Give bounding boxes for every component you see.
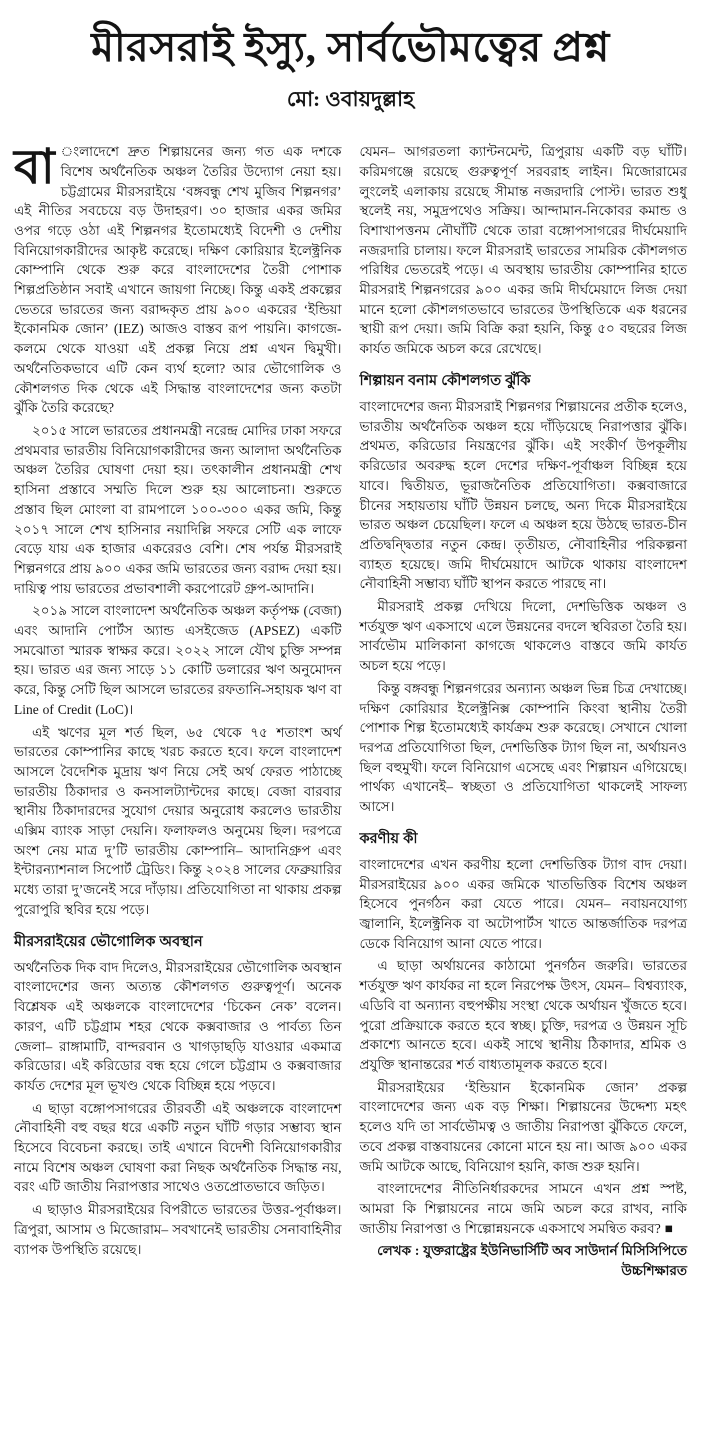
- paragraph-2015-announcement: ২০১৫ সালে ভারতের প্রধানমন্ত্রী নরেন্দ্র মোদির ঢাকা সফরে প্রথমবার ভারতীয় বিনিয়োগকারীদের জন্য আলাদা অর্থনৈতিক অঞ্চল তৈরির ঘোষণা দেয়া হয়। তৎকালীন প্রধানমন্ত্রী শেখ হাসিনা প্রস্তাবে সম্মতি দিলে শুরু হয় আলোচনা। শুরুতে প্রস্তাব ছিল মোংলা বা রামপালে ১০০-৩০০ একর জমি, কিন্তু ২০১৭ সালে শেখ হাসিনার নয়াদিল্লি সফরে সেটি এক লাফে বেড়ে যায় এক হাজার একরেরও বেশি। শেষ পর্যন্ত মীরসরাই শিল্পনগরে প্রায় ৯০০ একর জমি ভারতের জন্য বরাদ্দ দেয়া হয়। দায়িত্ব পায় ভারতের প্রভাবশালী করপোরেট গ্রুপ-আদানি।: [14, 422, 342, 596]
- lead-paragraph: [14, 142, 342, 418]
- byline: মো: ওবায়দুল্লাহ: [286, 87, 415, 112]
- paragraph-final-question: বাংলাদেশের নীতিনির্ধারকদের সামনে এখন প্রশ্ন স্পষ্ট, আমরা কি শিল্পায়নের নামে জমি অচল করে রাখব, নাকি জাতীয় নিরাপত্তা ও শিল্পোন্নয়নকে একসাথে সমন্বিত করব? ■: [359, 1181, 687, 1236]
- subheading-geographic-position: মীরসরাইয়ের ভৌগোলিক অবস্থান: [14, 933, 203, 950]
- page-title: মীরসরাই ইস্যু, সার্বভৌমত্বের প্রশ্ন: [91, 24, 610, 70]
- right-column: [360, 142, 688, 1284]
- paragraph-navy-base: এ ছাড়া বঙ্গোপসাগরের তীরবর্তী এই অঞ্চলকে বাংলাদেশ নৌবাহিনী বহু বছর ধরে একটি নতুন ঘাঁটি গড়ার সম্ভাব্য স্থান হিসেবে বিবেচনা করছে। তাই এখানে বিদেশী বিনিয়োগকারীর নামে বিশেষ অঞ্চল ঘোষণা করা নিছক অর্থনৈতিক সিদ্ধান্ত নয়, বরং এটি জাতীয় নিরাপত্তার সাথেও ওতপ্রোতভাবে জড়িত।: [14, 1100, 342, 1195]
- paragraph-military-presence: যেমন– আগরতলা ক্যান্টনমেন্ট, ত্রিপুরায় একটি বড় ঘাঁটি। করিমগঞ্জে রয়েছে গুরুত্বপূর্ণ সরবরাহ লাইন। মিজোরামের লুংলেই এলাকায় রয়েছে সীমান্ত নজরদারি পোস্ট। ভারত শুধু স্থলেই নয়, সমুদ্রপথেও সক্রিয়। আন্দামান-নিকোবর কমান্ড ও বিশাখাপত্তনম নৌঘাঁটি থেকে তারা বঙ্গোপসাগরের দীর্ঘমেয়াদি নজরদারি চালায়। ফলে মীরসরাই ভারতের সামরিক কৌশলগত পরিধির ভেতরেই পড়ে। এ অবস্থায় ভারতীয় কোম্পানির হাতে মীরসরাই শিল্পনগরের ৯০০ একর জমি দীর্ঘমেয়াদে লিজ দেয়া মানে হলো কৌশলগতভাবে ভারতের উপস্থিতিকে এক ধরনের স্থায়ী রূপ দেয়া। জমি বিক্রি করা হয়নি, কিন্তু ৫০ বছরের লিজ কার্যত জমিকে অচল করে রেখেছে।: [359, 144, 687, 357]
- paragraph-chicken-neck: অর্থনৈতিক দিক বাদ দিলেও, মীরসরাইয়ের ভৌগোলিক অবস্থান বাংলাদেশের জন্য অত্যন্ত কৌশলগত গুরুত্বপূর্ণ। অনেক বিশ্লেষক এই অঞ্চলকে বাংলাদেশের ‘চিকেন নেক’ বলেন। কারণ, এটি চট্টগ্রাম শহর থেকে কক্সবাজার ও পার্বত্য তিন জেলা– রাঙ্গামাটি, বান্দরবান ও খাগড়াছড়ি যাওয়ার একমাত্র করিডোর। এই করিডোর বন্ধ হয়ে গেলে চট্টগ্রাম ও কক্সবাজার কার্যত দেশের মূল ভূখণ্ড থেকে বিচ্ছিন্ন হয়ে পড়বে।: [14, 959, 342, 1093]
- subheading-what-to-do: করণীয় কী: [359, 830, 418, 847]
- paragraph-remove-country-tag: বাংলাদেশের এখন করণীয় হলো দেশভিত্তিক ট্যাগ বাদ দেয়া। মীরসরাইয়ের ৯০০ একর জমিকে খাতভিত্তিক বিশেষ অঞ্চল হিসেবে পুনর্গঠন করা যেতে পারে। যেমন– নবায়নযোগ্য জ্বালানি, ইলেক্ট্রনিক বা অটোপার্টস খাতে আন্তর্জাতিক দরপত্র ডেকে বিনিয়োগ আনা যেতে পারে।: [359, 856, 687, 951]
- paragraph-financing-restructure: এ ছাড়া অর্থায়নের কাঠামো পুনর্গঠন জরুরি। ভারতের শর্তযুক্ত ঋণ কার্যকর না হলে নিরপেক্ষ উৎস, যেমন– বিশ্বব্যাংক, এডিবি বা অন্যান্য বহুপক্ষীয় সংস্থা থেকে অর্থায়ন খুঁজতে হবে। পুরো প্রক্রিয়াকে করতে হবে স্বচ্ছ। চুক্তি, দরপত্র ও উন্নয়ন সূচি প্রকাশ্যে আনতে হবে। একই সাথে স্থানীয় ঠিকাদার, শ্রমিক ও প্রযুক্তি স্থানান্তরের শর্ত বাধ্যতামূলক করতে হবে।: [359, 958, 687, 1072]
- paragraph-other-zones: কিন্তু বঙ্গবন্ধু শিল্পনগরের অন্যান্য অঞ্চল ভিন্ন চিত্র দেখাচ্ছে। দক্ষিণ কোরিয়ার ইলেক্ট্রনিক্স কোম্পানি কিংবা স্থানীয় তৈরী পোশাক শিল্প ইতোমধ্যেই কার্যক্রম শুরু করেছে। সেখানে খোলা দরপত্র প্রতিযোগিতা ছিল, দেশভিত্তিক ট্যাগ ছিল না, অর্থায়নও ছিল বহুমুখী। ফলে বিনিয়োগ এসেছে এবং শিল্পায়ন এগিয়েছে। পার্থক্য এখানেই– স্বচ্ছতা ও প্রতিযোগিতা থাকলেই সাফল্য আসে।: [359, 680, 687, 815]
- author-credit: লেখক : যুক্তরাষ্ট্রের ইউনিভার্সিটি অব সাউদার্ন মিসিসিপিতে উচ্চশিক্ষারত: [377, 1243, 687, 1279]
- article-columns: [14, 142, 687, 1284]
- paragraph-loan-terms: এই ঋণের মূল শর্ত ছিল, ৬৫ থেকে ৭৫ শতাংশ অর্থ ভারতের কোম্পানির কাছে খরচ করতে হবে। ফলে বাংলাদেশ আসলে বৈদেশিক মুদ্রায় ঋণ নিয়ে সেই অর্থ ফেরত পাঠাচ্ছে ভারতীয় ঠিকাদার ও কনসালট্যান্টদের কাছে। বেজা বারবার স্থানীয় ঠিকাদারদের সুযোগ দেয়ার অনুরোধ করলেও ভারতীয় এক্সিম ব্যাংক সাড়া দেয়নি। ফলাফলও অনুমেয় ছিল। দরপত্রে অংশ নেয় মাত্র দু’টি ভারতীয় কোম্পানি– আদানিগ্রুপ এবং ইন্টারন্যাশনাল সিপোর্ট ট্রেডিং। কিন্তু ২০২৪ সালের ফেব্রুয়ারির মধ্যে তারা দু’জনেই সরে দাঁড়ায়। প্রতিযোগিতা না থাকায় প্রকল্প পুরোপুরি স্থবির হয়ে পড়ে।: [14, 724, 342, 917]
- paragraph-three-risks: বাংলাদেশের জন্য মীরসরাই শিল্পনগর শিল্পায়নের প্রতীক হলেও, ভারতীয় অর্থনৈতিক অঞ্চল হয়ে দাঁড়িয়েছে নিরাপত্তার ঝুঁকি। প্রথমত, করিডোর নিয়ন্ত্রণের ঝুঁকি। এই সংকীর্ণ উপকূলীয় করিডোর অবরুদ্ধ হলে দেশের দক্ষিণ-পূর্বাঞ্চল বিচ্ছিন্ন হয়ে যাবে। দ্বিতীয়ত, ভূরাজনৈতিক প্রতিযোগিতা। কক্সবাজারে চীনের সহায়তায় ঘাঁটি উন্নয়ন চলছে, অন্য দিকে মীরসরাইয়ে ভারত অঞ্চল চেয়েছিল। ফলে এ অঞ্চল হয়ে উঠছে ভারত-চীন প্রতিদ্বন্দ্বিতার নতুন কেন্দ্র। তৃতীয়ত, নৌবাহিনীর পরিকল্পনা ব্যাহত হয়েছে। জমি দীর্ঘমেয়াদে আটকে থাকায় বাংলাদেশ নৌবাহিনী সম্ভাব্য ঘাঁটি স্থাপন করতে পারছে না।: [359, 399, 687, 592]
- paragraph-project-lesson: মীরসরাই প্রকল্প দেখিয়ে দিলো, দেশভিত্তিক অঞ্চল ও শর্তযুক্ত ঋণ একসাথে এলে উন্নয়নের বদলে স্থবিরতা তৈরি হয়। সার্বভৌম মালিকানা কাগজে থাকলেও বাস্তবে জমি কার্যত অচল হয়ে পড়ে।: [359, 599, 688, 674]
- subheading-industrialization-vs-risk: শিল্পায়ন বনাম কৌশলগত ঝুঁকি: [359, 372, 531, 389]
- lead-paragraph-text: ংলাদেশে দ্রুত শিল্পায়নের জন্য গত এক দশকে বিশেষ অর্থনৈতিক অঞ্চল তৈরির উদ্যোগ নেয়া হয়। চট্টগ্রামের মীরসরাইয়ে ‘বঙ্গবন্ধু শেখ মুজিব শিল্পনগর’ এই নীতির সবচেয়ে বড় উদাহরণ। ৩০ হাজার একর জমির ওপর গড়ে ওঠা এই শিল্পনগর ইতোমধ্যেই বিদেশী ও দেশীয় বিনিয়োগকারীদের আকৃষ্ট করেছে। দক্ষিণ কোরিয়ার ইলেক্ট্রনিক কোম্পানি থেকে শুরু করে বাংলাদেশের তৈরী পোশাক শিল্পপ্রতিষ্ঠান সবাই এখানে জায়গা নিচ্ছে। কিন্তু একই প্রকল্পের ভেতরে ভারতের জন্য বরাদ্দকৃত প্রায় ৯০০ একরের ‘ইন্ডিয়া ইকোনমিক জোন’ (IEZ) আজও বাস্তব রূপ পায়নি। কাগজে-কলমে থেকে যাওয়া এই প্রকল্প নিয়ে প্রশ্ন এখন দ্বিমুখী। অর্থনৈতিকভাবে এটি কেন ব্যর্থ হলো? আর ভৌগোলিক ও কৌশলগত দিক থেকে এই সিদ্ধান্ত বাংলাদেশের জন্য কতটা ঝুঁকি তৈরি করেছে?: [14, 144, 342, 416]
- paragraph-big-lesson: মীরসরাইয়ের ‘ইন্ডিয়ান ইকোনমিক জোন’ প্রকল্প বাংলাদেশের জন্য এক বড় শিক্ষা। শিল্পায়নের উদ্দেশ্য মহৎ হলেও যদি তা সার্বভৌমত্ব ও জাতীয় নিরাপত্তা ঝুঁকিতে ফেলে, তবে প্রকল্প বাস্তবায়নের কোনো মানে হয় না। আজ ৯০০ একর জমি আটকে আছে, বিনিয়োগ হয়নি, কাজ শুরু হয়নি।: [359, 1079, 687, 1174]
- dropcap: বা: [14, 141, 55, 195]
- left-column: [14, 142, 342, 1262]
- paragraph-2019-mou: ২০১৯ সালে বাংলাদেশ অর্থনৈতিক অঞ্চল কর্তৃপক্ষ (বেজা) এবং আদানি পোর্টস অ্যান্ড এসইজেড (APSEZ) একটি সমঝোতা স্মারক স্বাক্ষর করে। ২০২২ সালে যৌথ চুক্তি সম্পন্ন হয়। ভারত এর জন্য সাড়ে ১১ কোটি ডলারের ঋণ অনুমোদন করে, কিন্তু সেটি ছিল আসলে ভারতের রফতানি-সহায়ক ঋণ বা Line of Credit (LoC)।: [14, 603, 342, 717]
- paragraph-northeast-india: এ ছাড়াও মীরসরাইয়ের বিপরীতে ভারতের উত্তর-পূর্বাঞ্চল। ত্রিপুরা, আসাম ও মিজোরাম– সবখানেই ভারতীয় সেনাবাহিনীর ব্যাপক উপস্থিতি রয়েছে।: [14, 1202, 342, 1257]
